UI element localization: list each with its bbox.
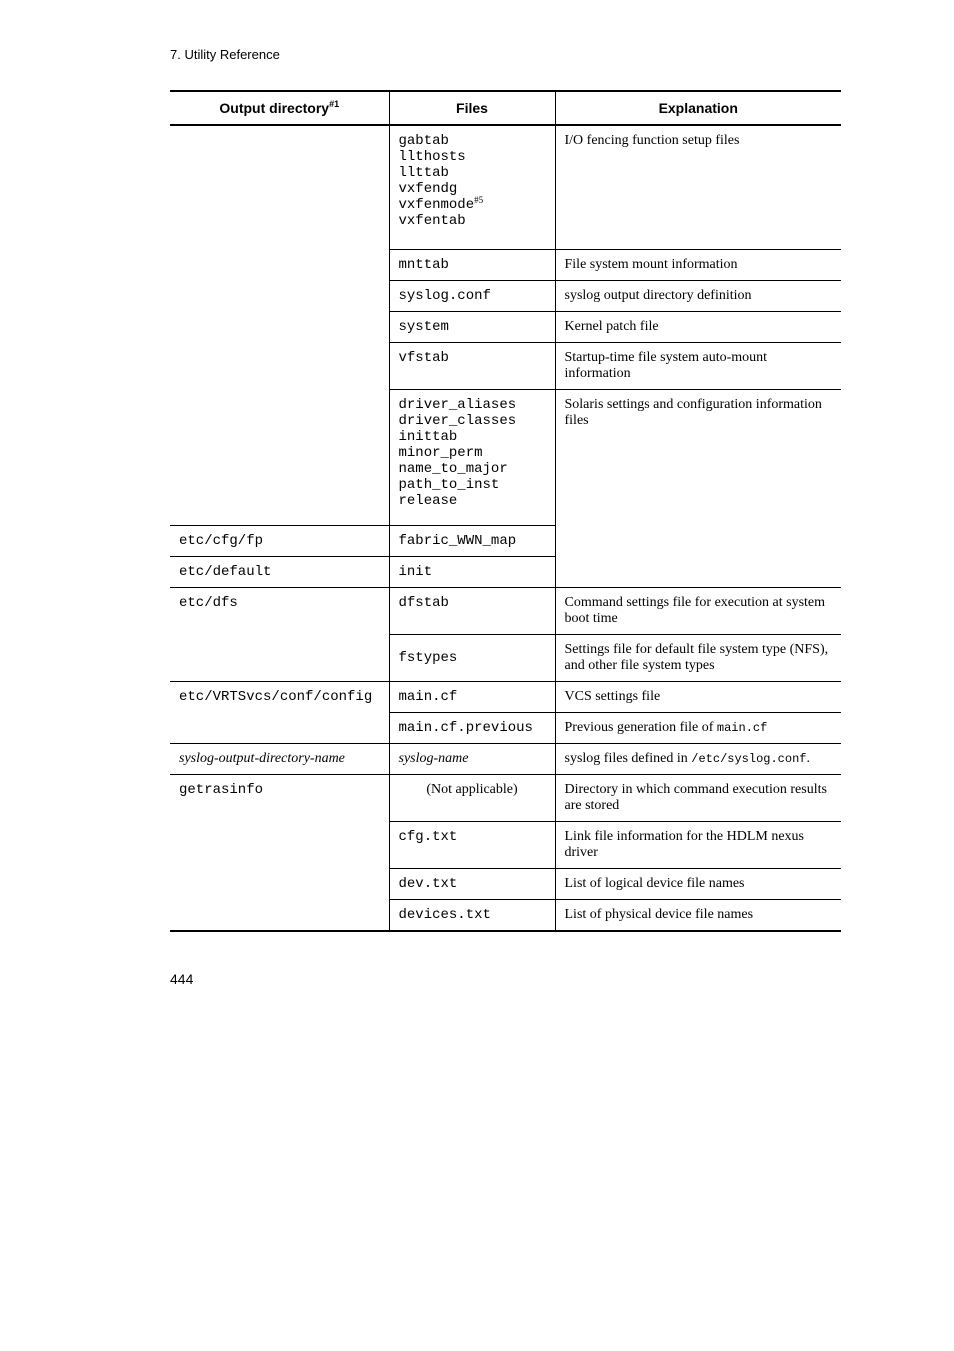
file-name: fstypes <box>389 634 555 681</box>
file-name: cfg.txt <box>389 821 555 868</box>
file-name: dev.txt <box>389 868 555 899</box>
explanation-cell: List of logical device file names <box>555 868 841 899</box>
header-explanation: Explanation <box>555 91 841 125</box>
file-name: fabric_WWN_map <box>389 525 555 556</box>
explanation-cell: syslog output directory definition <box>555 280 841 311</box>
inline-code: /etc/syslog.conf <box>691 751 807 766</box>
file-name: name_to_major <box>398 460 508 477</box>
file-name: vxfentab <box>398 213 466 229</box>
explanation-text: Previous generation file of <box>564 719 717 735</box>
output-directory: etc/VRTSvcs/conf/config <box>170 681 389 743</box>
explanation-text: syslog files defined in <box>564 750 692 766</box>
file-name: init <box>389 556 555 587</box>
header-output-directory <box>170 91 389 125</box>
file-name: main.cf <box>389 681 555 712</box>
explanation-text: . <box>806 750 810 766</box>
file-name: path_to_inst <box>398 476 500 493</box>
file-name: release <box>398 492 458 509</box>
file-name: inittab <box>398 428 458 445</box>
file-name: syslog-name <box>389 743 555 774</box>
explanation-cell: I/O fencing function setup files <box>555 125 841 249</box>
file-name: minor_perm <box>398 444 483 461</box>
file-name: llthosts <box>398 149 466 165</box>
file-name: vfstab <box>389 342 555 389</box>
explanation-cell: Solaris settings and configuration information files <box>555 389 841 587</box>
page-number: 444 <box>170 971 194 987</box>
explanation-cell: Kernel patch file <box>555 311 841 342</box>
file-name: dfstab <box>389 587 555 634</box>
file-name: syslog.conf <box>389 280 555 311</box>
file-name-with-note <box>399 197 546 213</box>
explanation-cell: Link file information for the HDLM nexus driver <box>555 821 841 868</box>
footnote-ref-5: #5 <box>474 195 484 205</box>
output-directory: etc/cfg/fp <box>170 525 389 556</box>
inline-code: main.cf <box>716 720 768 735</box>
table-header-row <box>170 91 841 125</box>
file-name: gabtab <box>398 133 449 149</box>
explanation-cell: VCS settings file <box>555 681 841 712</box>
output-directory: getrasinfo <box>170 774 389 931</box>
output-files-table <box>170 90 841 932</box>
output-directory-cell-continued <box>170 125 389 525</box>
explanation-cell: Startup-time file system auto-mount information <box>555 342 841 389</box>
explanation-cell: Settings file for default file system type (NFS), and other file system types <box>555 634 841 681</box>
file-name: llttab <box>398 165 449 181</box>
table-row <box>170 774 841 821</box>
file-name: driver_aliases <box>398 396 517 413</box>
table-row <box>170 587 841 634</box>
output-directory: etc/default <box>170 556 389 587</box>
file-name: driver_classes <box>398 412 517 429</box>
table-row <box>170 743 841 774</box>
explanation-cell: File system mount information <box>555 249 841 280</box>
header-output-directory-label: Output directory <box>219 100 330 116</box>
file-name: system <box>389 311 555 342</box>
footnote-ref-1: #1 <box>329 99 340 109</box>
table-row <box>170 681 841 712</box>
output-directory: syslog-output-directory-name <box>170 743 389 774</box>
files-cell <box>389 125 555 249</box>
explanation-cell: Command settings file for execution at system boot time <box>555 587 841 634</box>
files-cell <box>389 389 555 525</box>
file-name: (Not applicable) <box>389 774 555 821</box>
file-name: devices.txt <box>389 899 555 931</box>
explanation-cell: Directory in which command execution results are stored <box>555 774 841 821</box>
file-name: vxfenmode <box>398 197 475 213</box>
explanation-cell <box>555 743 841 774</box>
file-name: mnttab <box>389 249 555 280</box>
explanation-cell: List of physical device file names <box>555 899 841 931</box>
file-name: main.cf.previous <box>389 712 555 743</box>
file-name: vxfendg <box>398 181 458 197</box>
table-row <box>170 125 841 249</box>
explanation-cell <box>555 712 841 743</box>
header-files: Files <box>389 91 555 125</box>
output-directory: etc/dfs <box>170 587 389 681</box>
running-head: 7. Utility Reference <box>170 47 280 62</box>
